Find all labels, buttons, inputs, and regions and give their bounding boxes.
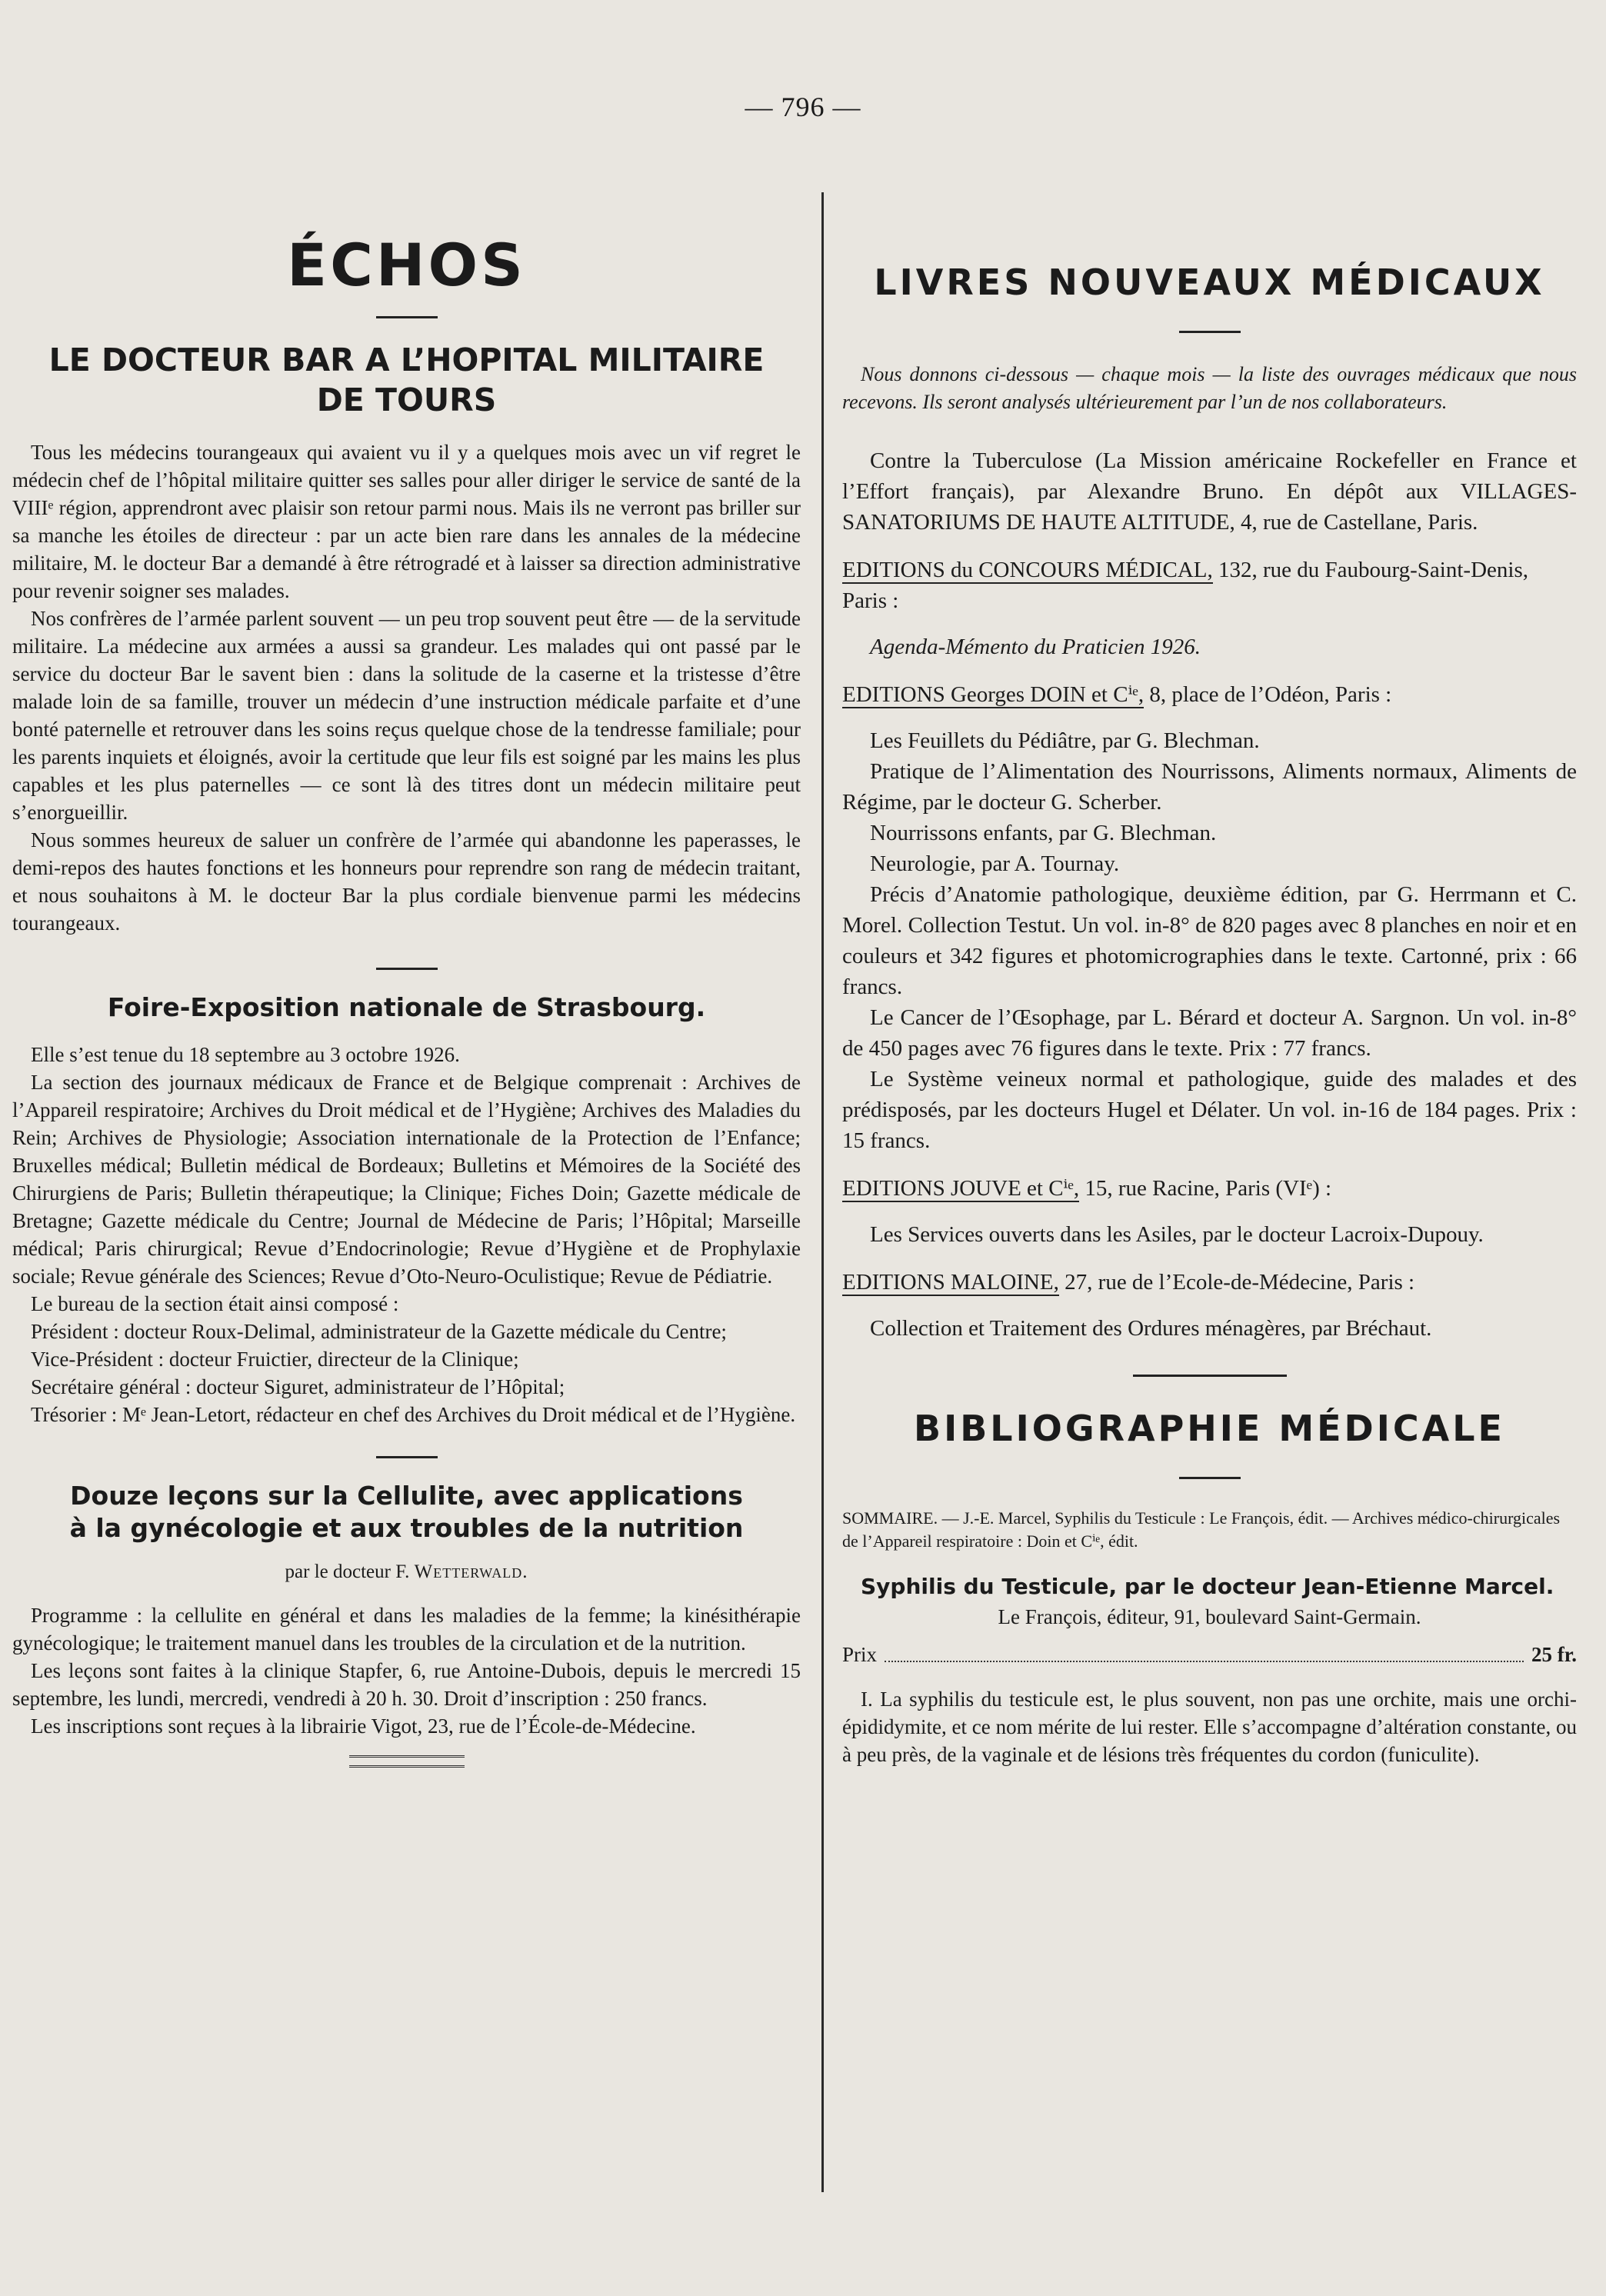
book-entry: Collection et Traitement des Ordures ménagères, par Bréchaut. [870, 1316, 1432, 1341]
right-column [842, 231, 1577, 1768]
paragraph: Elle s’est tenue du 18 septembre au 3 octobre 1926. [31, 1043, 460, 1066]
publisher-address: 132, rue du Faubourg-Saint-Denis, Paris : [842, 558, 1528, 613]
bureau-line: Trésorier : Mᵉ Jean-Letort, rédacteur en chef des Archives du Droit médical et de l’Hygiène. [31, 1403, 796, 1426]
paragraph: Le bureau de la section était ainsi composé : [31, 1292, 399, 1315]
publisher-doin [842, 679, 1577, 710]
author-name: Wetterwald. [414, 1561, 528, 1582]
review-publisher: Le François, éditeur, 91, boulevard Saint-Germain. [998, 1605, 1421, 1628]
paragraph: I. La syphilis du testicule est, le plus souvent, non pas une orchite, mais une orchi-épididymite, et ce nom mérite de lui rester. Elle s’accompagne d’altération constante, ou à peu près, de la vaginale et de lésions très fréquentes du cordon (funiculite). [842, 1688, 1577, 1766]
end-ornament [349, 1755, 465, 1768]
heading-line-1: LE DOCTEUR BAR A L’HOPITAL MILITAIRE [48, 342, 765, 378]
left-column [12, 231, 801, 1768]
sommaire: SOMMAIRE. — J.-E. Marcel, Syphilis du Testicule : Le François, édit. — Archives médico-chirurgicales de l’Appareil respiratoire : Doin et Cⁱᵉ, édit. [842, 1508, 1561, 1551]
publisher-maloine [842, 1267, 1577, 1298]
bureau-line: Vice-Président : docteur Fruictier, directeur de la Clinique; [31, 1348, 519, 1371]
book-entry: Les Feuillets du Pédiâtre, par G. Blechman. [870, 728, 1260, 753]
leader-dots [885, 1661, 1524, 1662]
paragraph: Programme : la cellulite en général et dans les maladies de la femme; la kinésithérapie gynécologique; le traitement manuel dans les troubles de la circulation et de la nutrition. [12, 1604, 801, 1655]
byline [12, 1561, 801, 1583]
heading-line-2: DE TOURS [316, 382, 497, 418]
publisher-name: EDITIONS JOUVE et Cⁱᵉ, [842, 1176, 1080, 1201]
book-entry: Le Cancer de l’Œsophage, par L. Bérard et docteur A. Sargnon. Un vol. in-8° de 450 pages avec 76 figures dans le texte. Prix : 77 francs. [842, 1005, 1577, 1061]
price-label: Prix [842, 1643, 878, 1666]
review-title: Syphilis du Testicule, par le docteur Jean-Etienne Marcel. [861, 1574, 1554, 1599]
publisher-name: EDITIONS du CONCOURS MÉDICAL, [842, 558, 1213, 582]
book-entry: Neurologie, par A. Tournay. [870, 851, 1120, 876]
paragraph: Nous sommes heureux de saluer un confrère de l’armée qui abandonne les paperasses, le demi-repos des hautes fonctions et les honneurs pour reprendre son rang de médecin traitant, et nous souhaitons à M. le docteur Bar la plus cordiale bienvenue parmi les médecins tourangeaux. [12, 828, 801, 935]
page-number: — 796 — [745, 92, 861, 122]
article-heading-strasbourg: Foire-Exposition nationale de Strasbourg. [107, 992, 706, 1022]
publisher-address: 15, rue Racine, Paris (VIᵉ) : [1085, 1176, 1332, 1201]
bibliographie-title: BIBLIOGRAPHIE MÉDICALE [914, 1408, 1505, 1449]
publisher-name: EDITIONS MALOINE, [842, 1270, 1059, 1295]
publisher-address: 27, rue de l’Ecole-de-Médecine, Paris : [1065, 1270, 1415, 1295]
article-heading-cellulite [12, 1480, 801, 1545]
title-rule [1179, 331, 1241, 333]
price-line [842, 1639, 1577, 1670]
section-rule [1133, 1375, 1287, 1377]
livres-title: LIVRES NOUVEAUX MÉDICAUX [874, 262, 1545, 303]
publisher-address: 8, place de l’Odéon, Paris : [1149, 682, 1392, 707]
publisher-name: EDITIONS Georges DOIN et Cⁱᵉ, [842, 682, 1145, 707]
section-rule [376, 1456, 438, 1458]
heading-line-1: Douze leçons sur la Cellulite, avec applications [70, 1481, 743, 1511]
bureau-line: Secrétaire général : docteur Siguret, administrateur de l’Hôpital; [31, 1375, 565, 1398]
book-entry: Nourrissons enfants, par G. Blechman. [870, 821, 1217, 845]
paragraph: La section des journaux médicaux de France et de Belgique comprenait : Archives de l’Appareil respiratoire; Archives du Droit médical et de l’Hygiène; Archives des Maladies du Rein; Archives de Physiologie; Association internationale de la Protection de l’Enfance; Bruxelles médical; Bulletin médical de Bordeaux; Bulletins et Mémoires de la Société des Chirurgiens de Paris; Bulletin thérapeutique; la Clinique; Fiches Doin; Gazette médicale de Bretagne; Gazette médicale du Centre; Journal de Médecine de Paris; l’Hôpital; Marseille médical; Paris chirurgical; Revue d’Endocrinologie; Revue d’Hygiène et de Prophylaxie sociale; Revue générale des Sciences; Revue d’Oto-Neuro-Oculistique; Revue de Pédiatrie. [12, 1071, 801, 1288]
paragraph: Tous les médecins tourangeaux qui avaient vu il y a quelques mois avec un vif regret le médecin chef de l’hôpital militaire quitter ses salles pour aller diriger le service de santé de la VIIIᵉ région, apprendront avec plaisir son retour parmi nous. Mais ils ne verront pas briller sur sa manche les étoiles de directeur : par un acte bien rare dans les annales de la médecine militaire, M. le docteur Bar a demandé à être rétrogradé et à laisser sa direction administrative pour revenir soigner ses malades. [12, 441, 801, 602]
publisher-jouve [842, 1173, 1577, 1204]
column-divider [821, 192, 824, 2192]
section-rule [376, 968, 438, 970]
book-entry: Agenda-Mémento du Praticien 1926. [870, 635, 1201, 659]
price-value: 25 fr. [1531, 1643, 1577, 1666]
heading-line-2: à la gynécologie et aux troubles de la nutrition [69, 1513, 744, 1543]
book-entry: Les Services ouverts dans les Asiles, par le docteur Lacroix-Dupouy. [870, 1222, 1484, 1247]
paragraph: Les leçons sont faites à la clinique Stapfer, 6, rue Antoine-Dubois, depuis le mercredi 15 septembre, les lundi, mercredi, vendredi à 20 h. 30. Droit d’inscription : 250 francs. [12, 1659, 801, 1710]
publisher-concours [842, 555, 1577, 616]
paragraph: Nos confrères de l’armée parlent souvent — un peu trop souvent peut être — de la servitude militaire. La médecine aux armées a aussi sa grandeur. Les malades qui ont passé par le service du docteur Bar le savent bien : dans la solitude de la caserne et la tristesse d’être malade loin de sa famille, trouver un médecin d’une instruction médicale parfaite et d’une bonté paternelle et retrouver dans les soins reçus quelque chose de la tendresse familiale; pour les parents inquiets et éloignés, avoir la certitude que leur fils est soigné par les mains les plus capables et les plus paternelles — ce sont là des titres dont un médecin militaire peut s’enorgueillir. [12, 607, 801, 824]
bureau-line: Président : docteur Roux-Delimal, administrateur de la Gazette médicale du Centre; [31, 1320, 727, 1343]
book-entry: Contre la Tuberculose (La Mission américaine Rockefeller en France et l’Effort français), par Alexandre Bruno. En dépôt aux VILLAGES-SANATORIUMS DE HAUTE ALTITUDE, 4, rue de Castellane, Paris. [842, 448, 1577, 535]
book-entry: Précis d’Anatomie pathologique, deuxième édition, par G. Herrmann et C. Morel. Collection Testut. Un vol. in-8° de 820 pages avec 8 planches en noir et en couleurs et 342 figures et photomicrographies dans le texte. Cartonné, prix : 66 francs. [842, 882, 1577, 999]
article-heading-bar [12, 340, 801, 420]
title-rule [376, 316, 438, 318]
echos-title: ÉCHOS [287, 231, 526, 299]
byline-prefix: par le docteur F. [285, 1561, 410, 1582]
intro-text: Nous donnons ci-dessous — chaque mois — la liste des ouvrages médicaux que nous recevons. Ils seront analysés ultérieurement par l’un de nos collaborateurs. [842, 363, 1577, 413]
paragraph: Les inscriptions sont reçues à la librairie Vigot, 23, rue de l’École-de-Médecine. [31, 1715, 696, 1738]
title-rule [1179, 1477, 1241, 1479]
book-entry: Le Système veineux normal et pathologique, guide des malades et des prédisposés, par les docteurs Hugel et Délater. Un vol. in-16 de 184 pages. Prix : 15 francs. [842, 1067, 1577, 1153]
book-entry: Pratique de l’Alimentation des Nourrissons, Aliments normaux, Aliments de Régime, par le docteur G. Scherber. [842, 759, 1577, 815]
